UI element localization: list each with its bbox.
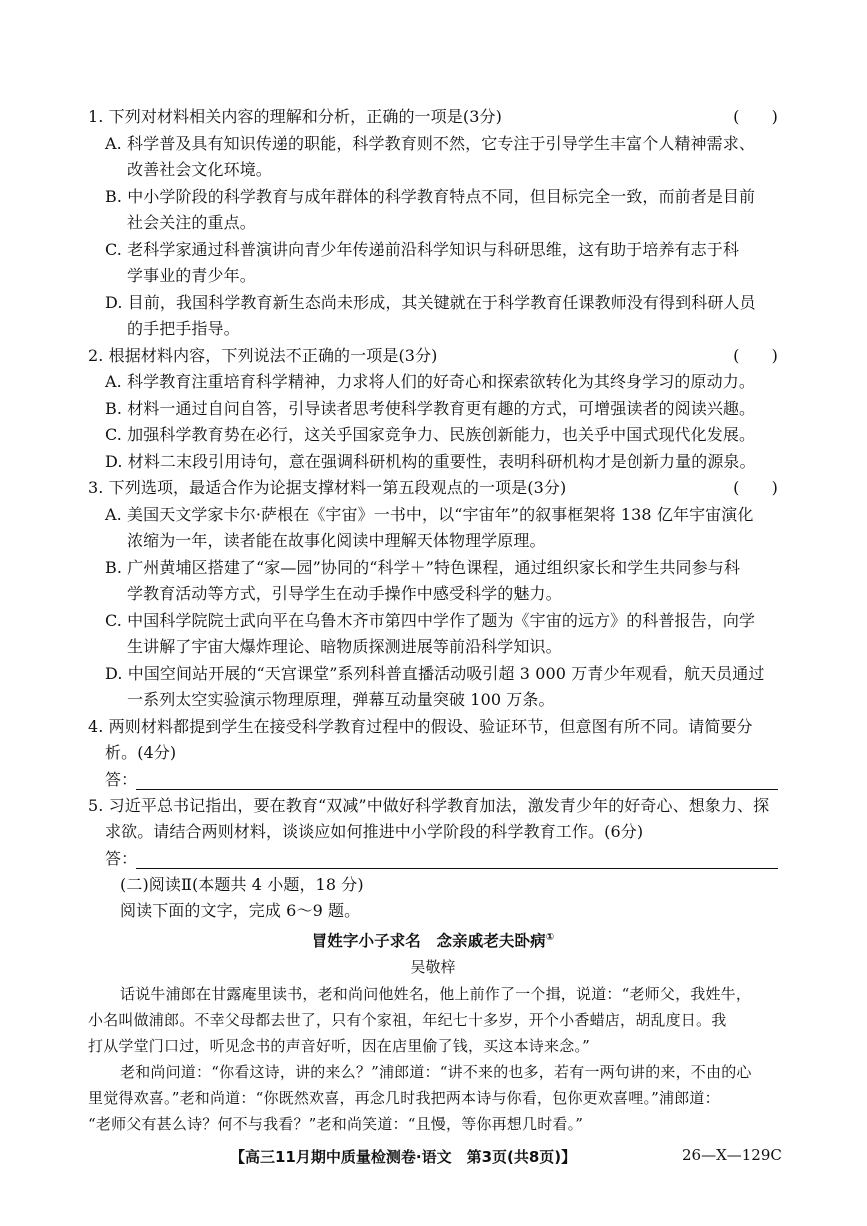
- q3-option-b-cont: 学教育活动等方式，引导学生在动手操作中感受科学的魅力。: [127, 584, 562, 603]
- q3-option-d: D. 中国空间站开展的“天宫课堂”系列科普直播活动吸引超 3 000 万青少年观看，航天员通过: [105, 663, 765, 683]
- question-5-stem: 5. 习近平总书记指出，要在教育“双减”中做好科学教育加法，激发青少年的好奇心、想象力、探: [88, 795, 770, 815]
- section-heading: (二)阅读Ⅱ(本题共 4 小题，18 分): [120, 874, 364, 894]
- question-2-stem: [88, 343, 778, 370]
- footnote-mark: ①: [545, 931, 555, 943]
- question-1-text: 1. 下列对材料相关内容的理解和分析，正确的一项是(3分): [88, 107, 502, 126]
- answer-rule: [136, 868, 778, 869]
- q1-option-c: C. 老科学家通过科普演讲向青少年传递前沿科学知识与科研思维，这有助于培养有志于科: [105, 239, 739, 259]
- q2-option-b: B. 材料一通过自问自答，引导读者思考使科学教育更有趣的方式，可增强读者的阅读兴趣。: [105, 398, 756, 418]
- passage-paragraph-line: 里觉得欢喜。”老和尚道：“你既然欢喜，再念几时我把两本诗与你看，包你更欢喜哩。”浦郎道：: [88, 1088, 720, 1107]
- q1-option-a-cont: 改善社会文化环境。: [127, 160, 272, 179]
- question-content: [88, 104, 778, 1137]
- q3-option-b: B. 广州黄埔区搭建了“家—园”协同的“科学＋”特色课程，通过组织家长和学生共同参与科: [105, 557, 740, 577]
- answer-rule: [136, 789, 778, 790]
- passage-paragraph-line: 老和尚问道：“你看这诗，讲的来么？”浦郎道：“讲不来的也多，若有一两句讲的来，不由的心: [120, 1062, 752, 1081]
- question-4-stem: 4. 两则材料都提到学生在接受科学教育过程中的假设、验证环节，但意图有所不同。请简要分: [88, 716, 753, 736]
- q1-option-c-cont: 学事业的青少年。: [127, 266, 256, 285]
- q1-option-b-cont: 社会关注的重点。: [127, 213, 256, 232]
- passage-paragraph-line: “老师父有甚么诗？何不与我看？”老和尚笑道：“且慢，等你再想几时看。”: [88, 1114, 584, 1133]
- answer-paren: ( ): [733, 107, 778, 126]
- question-4-stem-cont: 析。(4分): [105, 743, 177, 762]
- passage-paragraph-line: 打从学堂门口过，听见念书的声音好听，因在店里偷了钱，买这本诗来念。”: [88, 1036, 590, 1055]
- q3-option-a-cont: 浓缩为一年，读者能在故事化阅读中理解天体物理学原理。: [127, 531, 546, 550]
- passage-author: 吴敬梓: [410, 958, 456, 977]
- footer-title: 【高三11月期中质量检测卷·语文 第3页(共8页)】: [230, 1148, 577, 1166]
- question-5-stem-cont: 求欲。请结合两则材料，谈谈应如何推进中小学阶段的科学教育工作。(6分): [105, 822, 644, 841]
- q3-option-d-cont: 一系列太空实验演示物理原理，弹幕互动量突破 100 万条。: [127, 690, 555, 709]
- question-3-text: 3. 下列选项，最适合作为论据支撑材料一第五段观点的一项是(3分): [88, 478, 567, 497]
- question-4-answer-line[interactable]: [88, 767, 778, 793]
- q2-option-a: A. 科学教育注重培育科学精神，力求将人们的好奇心和探索欲转化为其终身学习的原动力。: [105, 372, 755, 391]
- q1-option-d: D. 目前，我国科学教育新生态尚未形成，其关键就在于科学教育任课教师没有得到科研人员: [105, 292, 756, 312]
- question-5-answer-line[interactable]: [88, 846, 778, 872]
- passage-title: [88, 925, 778, 955]
- question-2-text: 2. 根据材料内容，下列说法不正确的一项是(3分): [88, 345, 438, 365]
- passage-paragraph-line: 小名叫做浦郎。不幸父母都去世了，只有个家祖，年纪七十多岁，开个小香蜡店，胡乱度日。我: [88, 1010, 727, 1029]
- passage-paragraph-line: 话说牛浦郎在甘露庵里读书，老和尚问他姓名，他上前作了一个揖，说道：“老师父，我姓牛，: [120, 984, 752, 1003]
- exam-code: 26—X—129C: [682, 1146, 782, 1164]
- q1-option-d-cont: 的手把手指导。: [127, 319, 240, 338]
- question-3-stem: [88, 475, 778, 502]
- page-footer: [230, 1146, 790, 1167]
- q2-option-c: C. 加强科学教育势在必行，这关乎国家竞争力、民族创新能力，也关乎中国式现代化发展。: [105, 425, 756, 444]
- answer-label: 答：: [105, 848, 138, 868]
- q1-option-b: B. 中小学阶段的科学教育与成年群体的科学教育特点不同，但目标完全一致，而前者是目前: [105, 186, 756, 206]
- answer-paren: ( ): [733, 478, 778, 497]
- question-1-stem: [88, 104, 778, 131]
- answer-paren: ( ): [733, 345, 778, 365]
- q3-option-a: A. 美国天文学家卡尔·萨根在《宇宙》一书中，以“宇宙年”的叙事框架将 138 亿年宇宙演化: [105, 504, 754, 524]
- section-instruction: 阅读下面的文字，完成 6～9 题。: [120, 901, 361, 920]
- q3-option-c-cont: 生讲解了宇宙大爆炸理论、暗物质探测进展等前沿科学知识。: [127, 637, 562, 656]
- passage-title-text: 冒姓字小子求名 念亲戚老夫卧病: [311, 931, 546, 950]
- q3-option-c: C. 中国科学院院士武向平在乌鲁木齐市第四中学作了题为《宇宙的远方》的科普报告，向学: [105, 610, 756, 630]
- answer-label: 答：: [105, 769, 138, 789]
- q2-option-d: D. 材料二末段引用诗句，意在强调科研机构的重要性，表明科研机构才是创新力量的源泉。: [105, 451, 756, 471]
- q1-option-a: A. 科学普及具有知识传递的职能，科学教育则不然，它专注于引导学生丰富个人精神需求、: [105, 133, 755, 153]
